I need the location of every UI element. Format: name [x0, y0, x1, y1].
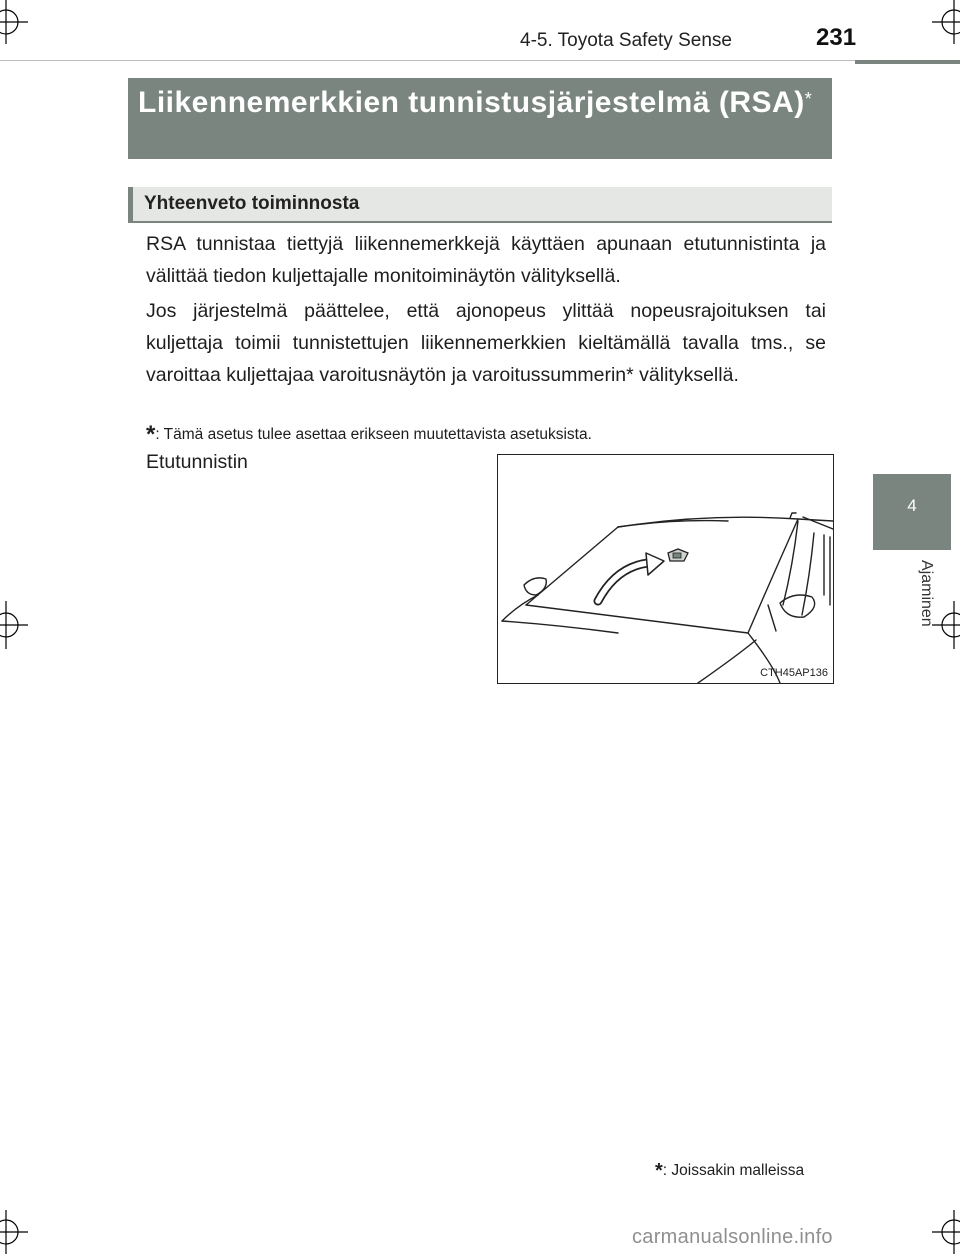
watermark: carmanualsonline.info [632, 1226, 833, 1248]
sensor-icon [668, 549, 688, 561]
crop-mark-icon [920, 1194, 960, 1254]
paragraph-warning: Jos järjestelmä päättelee, että ajonopeus ylittää nopeusrajoituksen tai kuljettaja toimii tunnistettujen liikennemerkkien kieltämällä tavalla tms., se varoittaa kuljettajaa varoitusnäytön ja varoitussummerin* välityksellä. [146, 300, 826, 386]
subheading: Yhteenveto toiminnosta [144, 193, 360, 214]
section-label: 4-5. Toyota Safety Sense [520, 30, 732, 51]
footnote-text: : Tämä asetus tulee asettaa erikseen muutettavista asetuksista. [155, 426, 592, 443]
model-note-text: : Joissakin malleissa [662, 1162, 805, 1179]
figure-caption: Etutunnistin [146, 451, 248, 473]
page-title-text: Liikennemerkkien tunnistusjärjestelmä (RSA) [138, 86, 805, 119]
model-note [655, 1158, 804, 1181]
chapter-tab [873, 474, 951, 550]
paragraph-intro: RSA tunnistaa tiettyjä liikennemerkkejä käyttäen apunaan etutunnistinta ja välittää tiedon kuljettajalle monitoiminäytön välityksellä. [146, 233, 826, 287]
footnote [146, 418, 592, 446]
figure-code: CTH45AP136 [760, 667, 828, 679]
chapter-number: 4 [907, 496, 917, 515]
subheading-box [128, 187, 832, 223]
subheading-bar [128, 187, 133, 221]
header-accent-bar [855, 60, 960, 64]
model-note-star: * [655, 1160, 663, 1182]
windshield-figure [497, 454, 834, 684]
crop-mark-icon [0, 0, 40, 60]
chapter-label: Ajaminen [918, 560, 935, 627]
crop-mark-icon [920, 0, 960, 60]
title-asterisk: * [804, 89, 813, 109]
page-number: 231 [816, 24, 857, 51]
windshield-illustration [498, 455, 833, 683]
arrow-icon [598, 553, 664, 601]
page-title [138, 84, 812, 122]
header-divider [0, 60, 960, 61]
page-title-box [128, 78, 832, 159]
crop-mark-icon [0, 595, 40, 655]
footnote-star: * [146, 421, 156, 448]
crop-mark-icon [0, 1194, 40, 1254]
